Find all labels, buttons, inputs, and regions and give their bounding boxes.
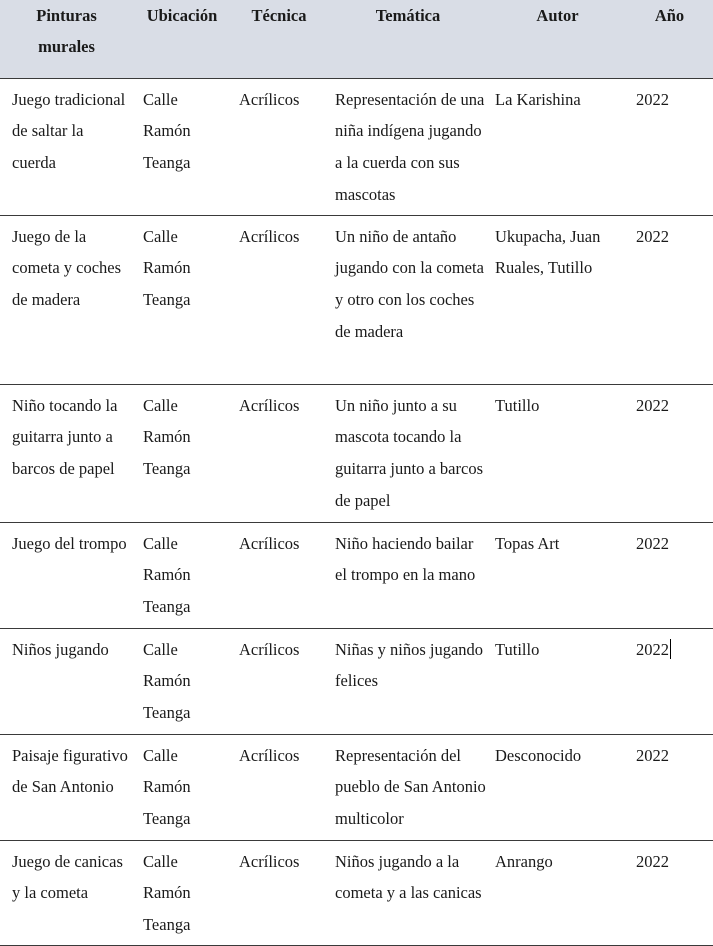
cell-theme: Representación del pueblo de San Antonio multicolor (327, 734, 489, 840)
header-author: Autor (489, 0, 626, 78)
cell-mural-name: Juego de canicas y la cometa (0, 840, 133, 945)
table-row (0, 215, 713, 384)
cell-year-text: 2022 (636, 639, 669, 659)
cell-theme: Niñas y niños jugando felices (327, 628, 489, 734)
cell-location: Calle Ramón Teanga (133, 628, 231, 734)
cell-year: 2022 (626, 840, 713, 945)
cell-technique: Acrílicos (231, 628, 327, 734)
table-row (0, 78, 713, 215)
cell-location: Calle Ramón Teanga (133, 522, 231, 628)
cell-author: Tutillo (489, 384, 626, 522)
cell-technique: Acrílicos (231, 734, 327, 840)
cell-year: 2022 (626, 522, 713, 628)
cell-author: La Karishina (489, 78, 626, 215)
cell-mural-name: Juego del trompo (0, 522, 133, 628)
header-location: Ubicación (133, 0, 231, 78)
cell-technique: Acrílicos (231, 840, 327, 945)
cell-technique: Acrílicos (231, 215, 327, 384)
cell-location: Calle Ramón Teanga (133, 215, 231, 384)
cell-year: 2022 (626, 734, 713, 840)
cell-author: Ukupacha, Juan Ruales, Tutillo (489, 215, 626, 384)
cell-theme: Niños jugando a la cometa y a las canicas (327, 840, 489, 945)
cell-theme: Un niño junto a su mascota tocando la guitarra junto a barcos de papel (327, 384, 489, 522)
table-row (0, 840, 713, 945)
cell-mural-name: Paisaje figurativo de San Antonio (0, 734, 133, 840)
table-row (0, 384, 713, 522)
header-murals (0, 0, 133, 78)
cell-author: Tutillo (489, 628, 626, 734)
cell-author: Topas Art (489, 522, 626, 628)
cell-theme: Niño haciendo bailar el trompo en la mano (327, 522, 489, 628)
cell-technique: Acrílicos (231, 78, 327, 215)
header-theme: Temática (327, 0, 489, 78)
header-murals-line1: Pinturas (36, 6, 97, 25)
cell-mural-name: Juego tradicional de saltar la cuerda (0, 78, 133, 215)
cell-theme: Un niño de antaño jugando con la cometa y otro con los coches de madera (327, 215, 489, 384)
cell-author: Anrango (489, 840, 626, 945)
cell-location: Calle Ramón Teanga (133, 78, 231, 215)
cell-year: 2022 (626, 384, 713, 522)
header-technique: Técnica (231, 0, 327, 78)
table-row (0, 734, 713, 840)
header-year: Año (626, 0, 713, 78)
cell-mural-name: Niños jugando (0, 628, 133, 734)
table-row (0, 628, 713, 734)
cell-year: 2022 (626, 215, 713, 384)
cell-author: Desconocido (489, 734, 626, 840)
cell-technique: Acrílicos (231, 384, 327, 522)
header-murals-line2: murales (38, 37, 95, 56)
cell-location: Calle Ramón Teanga (133, 384, 231, 522)
header-row (0, 0, 713, 78)
table-row (0, 522, 713, 628)
cell-year-editing[interactable] (626, 628, 713, 734)
cell-year: 2022 (626, 78, 713, 215)
cell-mural-name: Juego de la cometa y coches de madera (0, 215, 133, 384)
cell-location: Calle Ramón Teanga (133, 734, 231, 840)
cell-theme: Representación de una niña indígena jugando a la cuerda con sus mascotas (327, 78, 489, 215)
cell-mural-name: Niño tocando la guitarra junto a barcos de papel (0, 384, 133, 522)
cell-technique: Acrílicos (231, 522, 327, 628)
text-cursor (670, 639, 671, 659)
cell-location: Calle Ramón Teanga (133, 840, 231, 945)
